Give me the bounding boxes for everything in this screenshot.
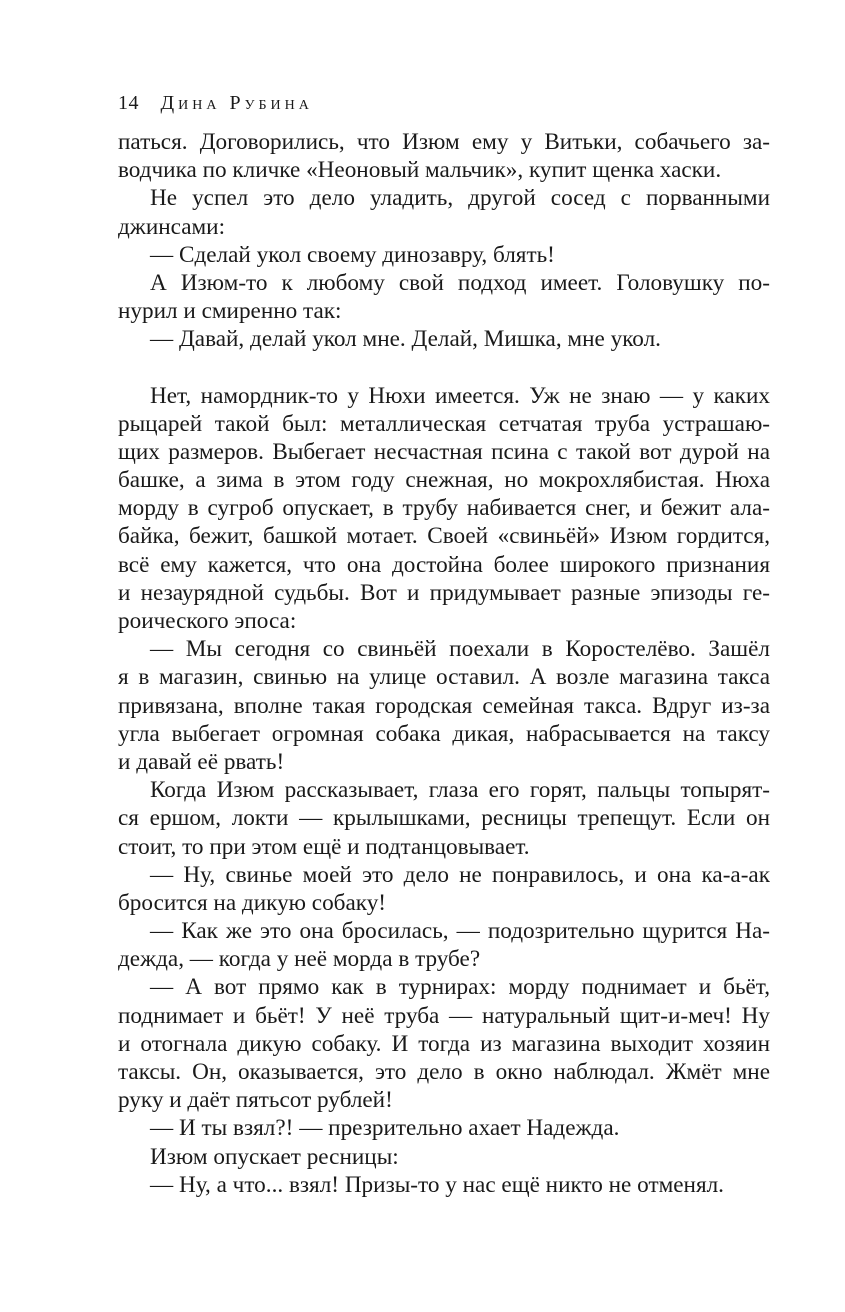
text-line: Когда Изюм рассказывает, глаза его горят, пальцы топырят- [150, 777, 770, 804]
text-line: дежда, — когда у неё морда в трубе? [118, 946, 481, 973]
text-line: привязана, вполне такая городская семейная такса. Вдруг из-за [118, 692, 770, 719]
text-line: — А вот прямо как в турнирах: морду поднимает и бьёт, [150, 974, 770, 1001]
text-line: стоит, то при этом ещё и подтанцовывает. [118, 833, 530, 860]
running-header-author: Дина Рубина [160, 92, 313, 114]
text-line: бросится на дикую собаку! [118, 889, 387, 916]
paragraph [118, 1114, 770, 1142]
text-line: и отогнала дикую собаку. И тогда из магазина выходит хозяин [118, 1030, 770, 1057]
paragraph [118, 325, 770, 353]
paragraph [118, 973, 770, 1114]
text-line: я в магазин, свинью на улице оставил. А возле магазина такса [118, 664, 770, 691]
paragraph [118, 269, 770, 325]
paragraph [118, 1143, 770, 1171]
page-number: 14 [118, 92, 139, 114]
text-line: Изюм опускает ресницы: [150, 1143, 399, 1170]
text-line: всё ему кажется, что она достойна более широкого признания [118, 551, 770, 578]
text-line: паться. Договорились, что Изюм ему у Витьки, собачьего за- [118, 129, 770, 155]
text-line: — Ну, свинье моей это дело не понравилось, и она ка-а-ак [150, 861, 770, 888]
text-line: — Сделай укол своему динозавру, блять! [150, 241, 555, 268]
text-line: ся ершом, локти — крылышками, ресницы трепещут. Если он [118, 805, 770, 832]
text-line: башке, а зима в этом году снежная, но мокрохлябистая. Нюха [118, 467, 770, 494]
text-line: А Изюм-то к любому свой подход имеет. Головушку по- [150, 269, 770, 296]
paragraph [118, 635, 770, 776]
paragraph [118, 128, 770, 184]
text-line: — Давай, делай укол мне. Делай, Мишка, мне укол. [150, 326, 661, 353]
text-line: рыцарей такой был: металлическая сетчатая труба устрашаю- [118, 410, 770, 437]
text-line: джинсами: [118, 213, 226, 240]
text-line: морду в сугроб опускает, в трубу набивается снег, и бежит ала- [118, 495, 770, 522]
text-line: роического эпоса: [118, 608, 297, 634]
body-text [118, 128, 770, 1199]
text-line: поднимает и бьёт! У неё труба — натуральный щит-и-меч! Ну [118, 1002, 770, 1029]
text-line: и давай её рвать! [118, 748, 285, 775]
text-line: — Мы сегодня со свиньёй поехали в Коростелёво. Зашёл [150, 636, 770, 663]
section-break [118, 354, 770, 382]
text-line: Нет, намордник-то у Нюхи имеется. Уж не знаю — у каких [150, 382, 770, 409]
paragraph [118, 184, 770, 240]
running-header [118, 92, 313, 115]
paragraph [118, 241, 770, 269]
text-line: таксы. Он, оказывается, это дело в окно наблюдал. Жмёт мне [118, 1059, 770, 1085]
paragraph [118, 861, 770, 917]
text-line: водчика по кличке «Неоновый мальчик», купит щенка хаски. [118, 157, 722, 184]
text-line: — И ты взял?! — презрительно ахает Надежда. [150, 1115, 620, 1142]
text-line: и незаурядной судьбы. Вот и придумывает разные эпизоды ге- [118, 579, 770, 606]
paragraph [118, 1171, 770, 1199]
paragraph [118, 382, 770, 636]
text-line: угла выбегает огромная собака дикая, набрасывается на таксу [118, 720, 770, 747]
text-line: нурил и смиренно так: [118, 298, 342, 325]
text-line: — Ну, а что... взял! Призы-то у нас ещё никто не отменял. [150, 1171, 724, 1198]
text-line: байка, бежит, башкой мотает. Своей «свиньёй» Изюм гордится, [118, 523, 770, 550]
text-line: руку и даёт пятьсот рублей! [118, 1087, 393, 1114]
paragraph [118, 776, 770, 861]
paragraph [118, 917, 770, 973]
text-line: Не успел это дело уладить, другой сосед с порванными [150, 185, 770, 212]
text-line: щих размеров. Выбегает несчастная псина с такой вот дурой на [118, 438, 770, 465]
text-line: — Как же это она бросилась, — подозрительно щурится На- [150, 918, 770, 945]
